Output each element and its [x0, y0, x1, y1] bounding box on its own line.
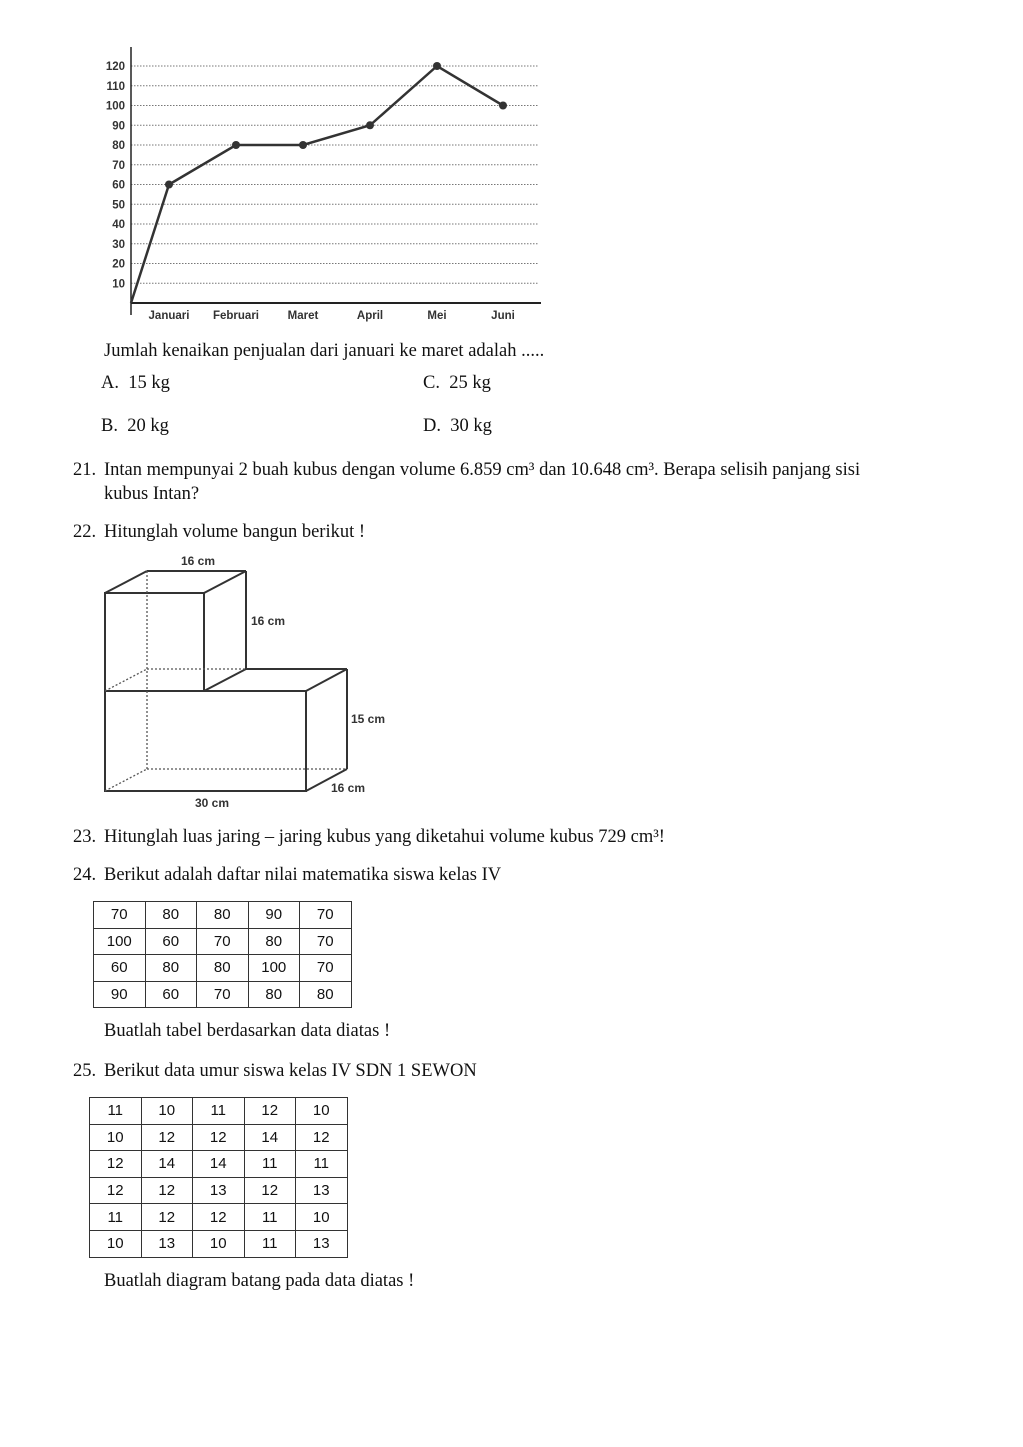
- table-cell: 14: [193, 1151, 245, 1178]
- composite-prism-figure: [0, 550, 420, 820]
- table-cell: 13: [296, 1177, 348, 1204]
- q21-text-line1: Intan mempunyai 2 buah kubus dengan volume 6.859 cm³ dan 10.648 cm³. Berapa selisih panjang sisi: [104, 460, 861, 480]
- data-point: [366, 121, 374, 129]
- x-tick-label: April: [356, 310, 384, 322]
- y-tick-label: 10: [112, 278, 125, 291]
- table-cell: 90: [94, 981, 146, 1008]
- q25-instruction: Buatlah diagram batang pada data diatas !: [104, 1271, 415, 1291]
- table-row: [94, 902, 352, 929]
- q20-option-b: [101, 414, 169, 438]
- y-tick-labels: [106, 61, 125, 290]
- option-text: 20 kg: [127, 416, 169, 436]
- data-point: [433, 62, 441, 70]
- label-cube-side: 16 cm: [251, 614, 286, 628]
- y-tick-label: 80: [112, 140, 125, 152]
- table-cell: 11: [296, 1151, 348, 1178]
- option-letter: B.: [101, 416, 118, 436]
- table-row: [90, 1124, 348, 1151]
- y-tick-label: 110: [106, 80, 125, 93]
- table-cell: 70: [94, 902, 146, 929]
- table-cell: 11: [244, 1151, 296, 1178]
- table-cell: 80: [197, 902, 249, 929]
- option-letter: C.: [423, 373, 440, 393]
- table-row: [90, 1204, 348, 1231]
- table-cell: 11: [244, 1230, 296, 1257]
- hidden-edges: [105, 571, 347, 791]
- y-tick-label: 30: [112, 238, 125, 251]
- table-row: [94, 955, 352, 982]
- y-tick-label: 70: [112, 159, 125, 172]
- table-cell: 80: [248, 981, 300, 1008]
- math-scores-table: [93, 901, 352, 1008]
- table-cell: 11: [90, 1098, 142, 1125]
- label-depth: 16 cm: [331, 781, 366, 795]
- table-cell: 14: [141, 1151, 193, 1178]
- y-tick-label: 50: [112, 199, 125, 212]
- table-cell: 60: [94, 955, 146, 982]
- table-cell: 60: [145, 981, 197, 1008]
- option-text: 30 kg: [450, 416, 492, 436]
- y-tick-label: 60: [112, 179, 125, 192]
- data-point: [232, 141, 240, 149]
- box-front-face: [105, 691, 306, 791]
- table-cell: 80: [300, 981, 352, 1008]
- q20-question: Jumlah kenaikan penjualan dari januari ke maret adalah .....: [104, 341, 545, 361]
- label-height: 15 cm: [351, 712, 386, 726]
- table-cell: 60: [145, 928, 197, 955]
- q22-text: Hitunglah volume bangun berikut !: [104, 522, 366, 542]
- x-tick-label: Mei: [427, 310, 447, 322]
- table-cell: 10: [90, 1230, 142, 1257]
- table-cell: 80: [197, 955, 249, 982]
- x-tick-label: Januari: [148, 310, 190, 322]
- table-cell: 13: [193, 1177, 245, 1204]
- chart-gridlines: [131, 66, 539, 283]
- cube-front-face: [105, 593, 204, 691]
- table-cell: 12: [141, 1124, 193, 1151]
- q23-number: 23.: [73, 827, 97, 847]
- q24-text: Berikut adalah daftar nilai matematika siswa kelas IV: [104, 865, 502, 885]
- table-cell: 80: [145, 955, 197, 982]
- table-cell: 10: [141, 1098, 193, 1125]
- table-cell: 70: [300, 928, 352, 955]
- student-age-table: [89, 1097, 348, 1258]
- y-tick-label: 90: [112, 120, 125, 133]
- table-cell: 11: [193, 1098, 245, 1125]
- data-point: [499, 102, 507, 110]
- x-tick-label: Februari: [212, 310, 260, 322]
- q21-number: 21.: [73, 460, 97, 480]
- table-cell: 12: [90, 1151, 142, 1178]
- table-cell: 80: [248, 928, 300, 955]
- table-cell: 13: [296, 1230, 348, 1257]
- table-row: [94, 928, 352, 955]
- table-cell: 14: [244, 1124, 296, 1151]
- table-cell: 10: [296, 1204, 348, 1231]
- y-tick-label: 40: [112, 219, 125, 231]
- table-cell: 10: [193, 1230, 245, 1257]
- q20-option-c: [423, 371, 491, 395]
- table-cell: 12: [244, 1098, 296, 1125]
- table-cell: 70: [197, 981, 249, 1008]
- sales-line-chart: [0, 0, 560, 330]
- option-letter: A.: [101, 373, 119, 393]
- data-point: [299, 141, 307, 149]
- table-cell: 100: [94, 928, 146, 955]
- table-cell: 70: [197, 928, 249, 955]
- data-point: [165, 181, 173, 189]
- x-tick-labels: [149, 310, 515, 322]
- label-top-width: 16 cm: [180, 554, 216, 568]
- y-tick-label: 20: [112, 258, 125, 271]
- q20-option-a: [101, 371, 170, 395]
- option-text: 25 kg: [449, 373, 491, 393]
- table-cell: 12: [296, 1124, 348, 1151]
- table-row: [90, 1098, 348, 1125]
- q21-text-line2: kubus Intan?: [104, 484, 200, 504]
- x-tick-label: Juni: [491, 310, 515, 322]
- label-length: 30 cm: [194, 796, 230, 810]
- q25-text: Berikut data umur siswa kelas IV SDN 1 SEWON: [104, 1061, 477, 1081]
- x-tick-label: Maret: [287, 310, 319, 322]
- q24-instruction: Buatlah tabel berdasarkan data diatas !: [104, 1021, 391, 1041]
- table-cell: 80: [145, 902, 197, 929]
- y-tick-label: 100: [105, 100, 125, 113]
- table-cell: 13: [141, 1230, 193, 1257]
- q24-number: 24.: [73, 865, 97, 885]
- table-cell: 11: [244, 1204, 296, 1231]
- table-cell: 70: [300, 902, 352, 929]
- table-cell: 10: [90, 1124, 142, 1151]
- option-text: 15 kg: [128, 373, 170, 393]
- table-row: [90, 1230, 348, 1257]
- table-row: [94, 981, 352, 1008]
- table-cell: 100: [248, 955, 300, 982]
- table-cell: 12: [141, 1177, 193, 1204]
- option-letter: D.: [423, 416, 441, 436]
- table-row: [90, 1151, 348, 1178]
- table-cell: 12: [244, 1177, 296, 1204]
- table-cell: 12: [141, 1204, 193, 1231]
- y-tick-label: 120: [105, 61, 125, 73]
- table-cell: 70: [300, 955, 352, 982]
- q22-number: 22.: [73, 522, 97, 542]
- table-cell: 12: [90, 1177, 142, 1204]
- table-row: [90, 1177, 348, 1204]
- table-cell: 11: [90, 1204, 142, 1231]
- q23-text: Hitunglah luas jaring – jaring kubus yang diketahui volume kubus 729 cm³!: [104, 827, 665, 847]
- q25-number: 25.: [73, 1061, 97, 1081]
- table-cell: 10: [296, 1098, 348, 1125]
- table-cell: 12: [193, 1204, 245, 1231]
- table-cell: 90: [248, 902, 300, 929]
- q20-option-d: [423, 414, 492, 438]
- table-cell: 12: [193, 1124, 245, 1151]
